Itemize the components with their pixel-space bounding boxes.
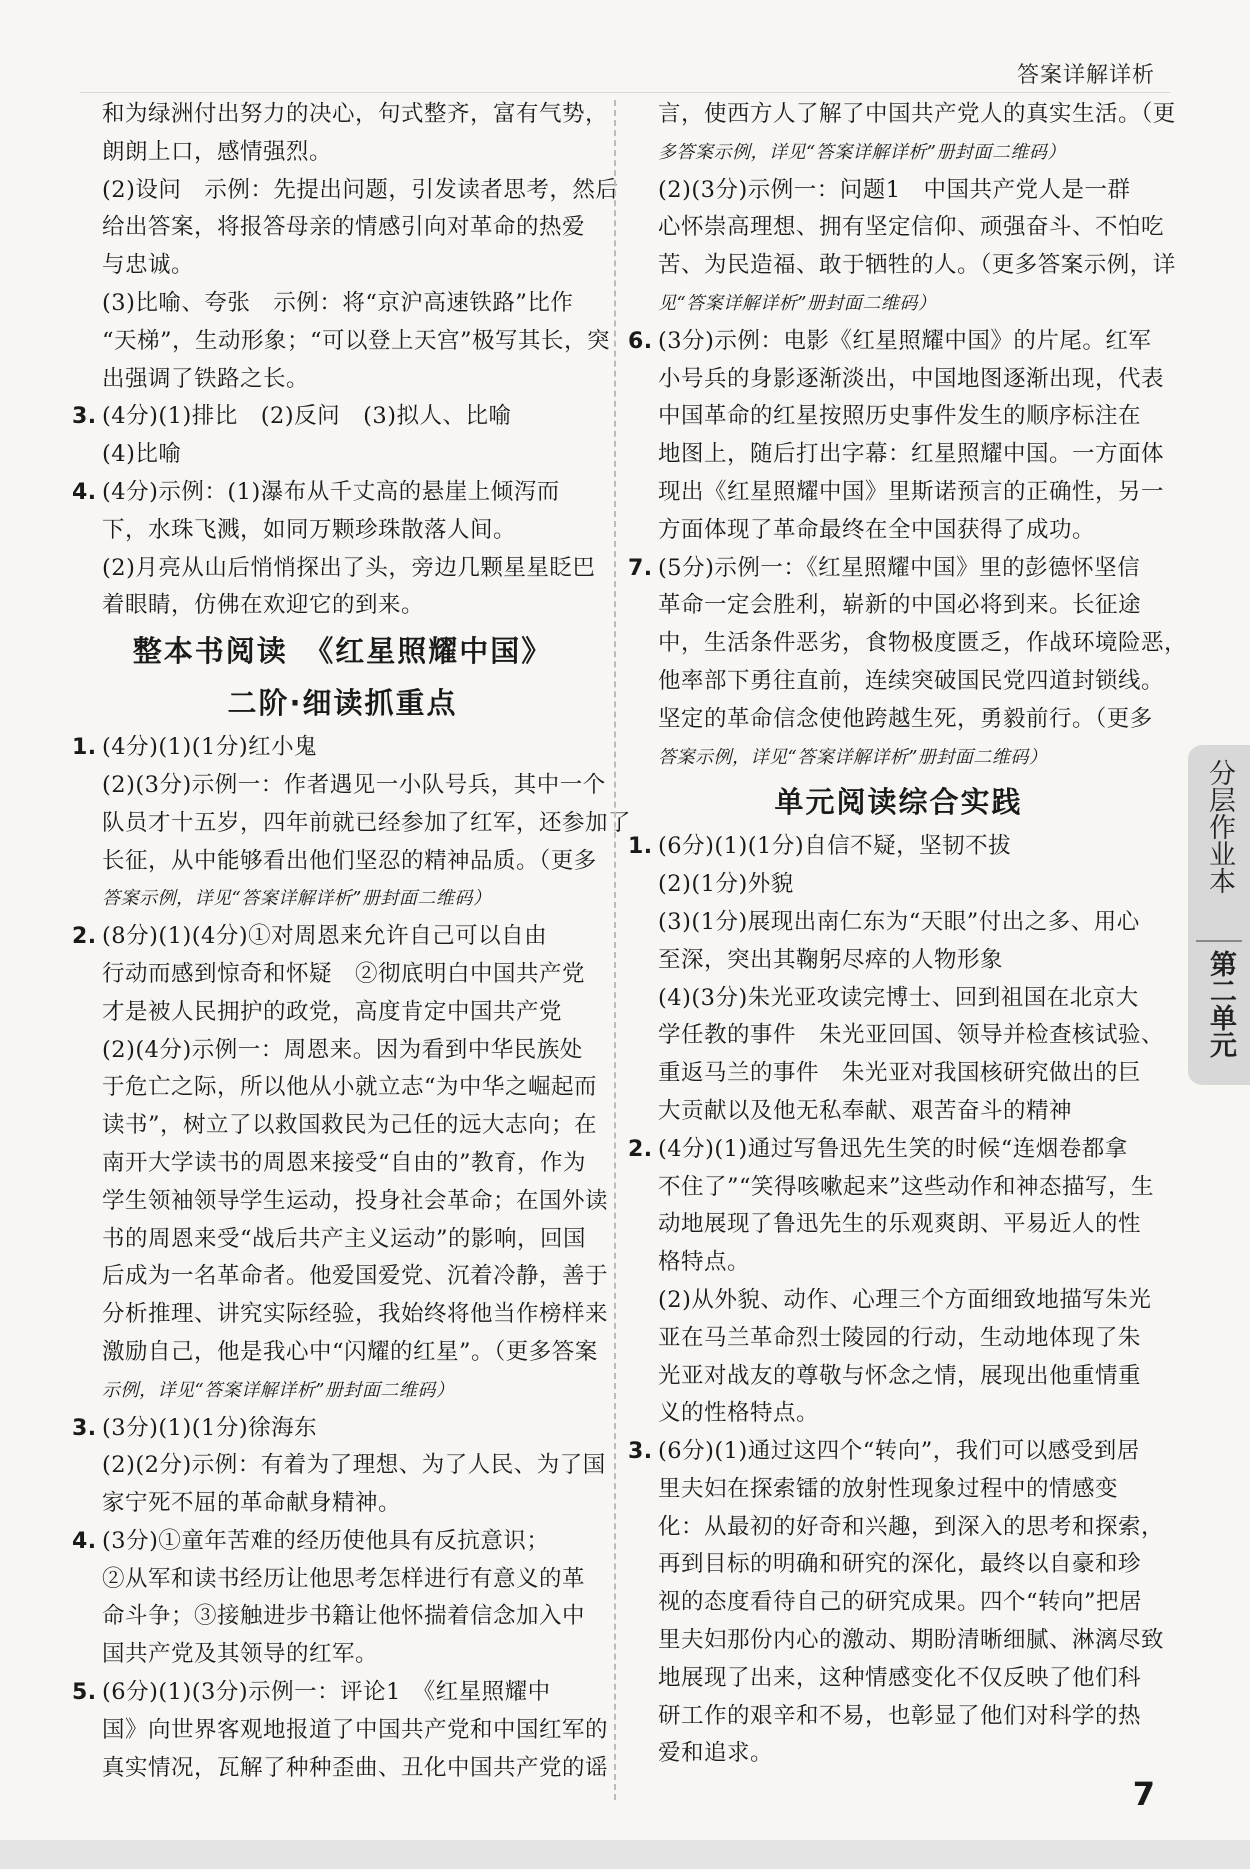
item-number: 4. bbox=[72, 1528, 97, 1554]
item-text: (4分)(1)(1分)红小鬼 bbox=[102, 734, 318, 761]
text-line: 书的周恩来受“战后共产主义运动”的影响，回国 bbox=[102, 1225, 587, 1252]
item-number: 7. bbox=[628, 555, 653, 581]
left-column bbox=[72, 96, 632, 1787]
text-line: 分析推理、讲究实际经验，我始终将他当作榜样来 bbox=[102, 1301, 609, 1328]
section-heading: 单元阅读综合实践 bbox=[774, 785, 1023, 820]
text-line: 队员才十五岁，四年前就已经参加了红军，还参加了 bbox=[102, 809, 632, 836]
note-line: 见“答案详解详析”册封面二维码） bbox=[658, 292, 937, 314]
item-number: 1. bbox=[72, 735, 97, 761]
text-line: 亚在马兰革命烈士陵园的行动，生动地体现了朱 bbox=[658, 1324, 1142, 1351]
text-line: 化：从最初的好奇和兴趣，到深入的思考和探索， bbox=[658, 1513, 1165, 1540]
text-line: 现出《红星照耀中国》里斯诺预言的正确性，另一 bbox=[658, 478, 1165, 505]
text-line: 地图上，随后打出字幕：红星照耀中国。一方面体 bbox=[658, 441, 1165, 468]
text-line: 南开大学读书的周恩来接受“自由的”教育，作为 bbox=[102, 1149, 587, 1176]
text-line: 视的态度看待自己的研究成果。四个“转向”把居 bbox=[658, 1589, 1143, 1616]
text-line: (2)月亮从山后悄悄探出了头，旁边几颗星星眨巴 bbox=[102, 554, 596, 581]
note-line: 多答案示例，详见“答案详解详析”册封面二维码） bbox=[658, 141, 1066, 163]
text-line: (2)从外貌、动作、心理三个方面细致地描写朱光 bbox=[658, 1286, 1152, 1313]
header-title: 答案详解详析 bbox=[1016, 63, 1155, 88]
text-line: (2)设问 示例：先提出问题，引发读者思考，然后 bbox=[102, 176, 619, 203]
text-line: 动地展现了鲁迅先生的乐观爽朗、平易近人的性 bbox=[658, 1211, 1142, 1238]
item-text: (8分)(1)(4分)①对周恩来允许自己可以自由 bbox=[102, 923, 548, 950]
text-line: 下，水珠飞溅，如同万颗珍珠散落人间。 bbox=[102, 516, 517, 543]
side-tab bbox=[1188, 745, 1250, 1085]
text-line: 才是被人民拥护的政党，高度肯定中国共产党 bbox=[102, 998, 563, 1025]
answer-item bbox=[628, 1433, 1161, 1471]
side-tab-label-bottom: 第二单元 bbox=[1205, 950, 1236, 1058]
text-line: 他率部下勇往直前，连续突破国民党四道封锁线。 bbox=[658, 667, 1165, 694]
note-line: 答案示例，详见“答案详解详析”册封面二维码） bbox=[102, 888, 492, 910]
answer-item bbox=[72, 1674, 605, 1712]
text-line: (2)(1分)外貌 bbox=[658, 871, 794, 898]
text-line: 和为绿洲付出努力的决心，句式整齐，富有气势， bbox=[102, 101, 609, 127]
item-text: (4分)(1)通过写鲁迅先生笑的时候“连烟卷都拿 bbox=[658, 1135, 1128, 1162]
text-line: (4)比喻 bbox=[102, 441, 182, 468]
item-text: (3分)示例：电影《红星照耀中国》的片尾。红军 bbox=[658, 327, 1152, 354]
text-line: (4)(3分)朱光亚攻读完博士、回到祖国在北京大 bbox=[658, 984, 1139, 1011]
text-line: (2)(2分)示例：有着为了理想、为了人民、为了国 bbox=[102, 1452, 606, 1479]
item-text: (6分)(1)(1分)自信不疑，坚韧不拔 bbox=[658, 833, 1012, 860]
answer-item bbox=[628, 1131, 1161, 1169]
text-line: 里夫妇那份内心的激动、期盼清晰细腻、淋漓尽致 bbox=[658, 1627, 1165, 1654]
text-line: (3)(1分)展现出南仁东为“天眼”付出之多、用心 bbox=[658, 908, 1140, 935]
text-line: 长征，从中能够看出他们坚忍的精神品质。（更多 bbox=[102, 847, 597, 874]
text-line: 于危亡之际，所以他从小就立志“为中华之崛起而 bbox=[102, 1074, 598, 1101]
text-line: 至深，突出其鞠躬尽瘁的人物形象 bbox=[658, 946, 1004, 973]
text-line: 学任教的事件 朱光亚回国、领导并检查核试验、 bbox=[658, 1022, 1165, 1049]
answer-item bbox=[72, 474, 605, 512]
text-line: 研工作的艰辛和不易，也彰显了他们对科学的热 bbox=[658, 1702, 1142, 1729]
item-number: 4. bbox=[72, 479, 97, 505]
text-line: 中国革命的红星按照历史事件发生的顺序标注在 bbox=[658, 403, 1142, 430]
text-line: 真实情况，瓦解了种种歪曲、丑化中国共产党的谣 bbox=[102, 1754, 609, 1781]
text-line: (3)比喻、夸张 示例：将“京沪高速铁路”比作 bbox=[102, 289, 574, 316]
answer-item bbox=[72, 1410, 605, 1448]
item-text: (6分)(1)通过这四个“转向”，我们可以感受到居 bbox=[658, 1438, 1140, 1465]
text-line: 家宁死不屈的革命献身精神。 bbox=[102, 1490, 402, 1517]
item-number: 1. bbox=[628, 834, 653, 860]
text-line: 心怀崇高理想、拥有坚定信仰、顽强奋斗、不怕吃 bbox=[658, 214, 1165, 241]
text-line: 国共产党及其领导的红军。 bbox=[102, 1641, 379, 1668]
answer-item bbox=[72, 729, 605, 767]
text-line: 激励自己，他是我心中“闪耀的红星”。（更多答案 bbox=[102, 1338, 598, 1365]
text-line: 言，使西方人了解了中国共产党人的真实生活。（更 bbox=[658, 101, 1176, 127]
note-line: 答案示例，详见“答案详解详析”册封面二维码） bbox=[658, 746, 1048, 768]
answer-item bbox=[628, 550, 1161, 588]
text-line: 小号兵的身影逐渐淡出，中国地图逐渐出现，代表 bbox=[658, 365, 1165, 392]
text-line: 中，生活条件恶劣，食物极度匮乏，作战环境险恶， bbox=[658, 630, 1188, 657]
side-tab-divider bbox=[1196, 940, 1242, 942]
text-line: 苦、为民造福、敢于牺牲的人。（更多答案示例，详 bbox=[658, 252, 1176, 279]
text-line: 后成为一名革命者。他爱国爱党、沉着冷静，善于 bbox=[102, 1263, 609, 1290]
text-line: “天梯”，生动形象；“可以登上天宫”极写其长，突 bbox=[102, 327, 611, 354]
answer-item bbox=[72, 398, 605, 436]
answer-item bbox=[628, 323, 1161, 361]
text-line: 义的性格特点。 bbox=[658, 1400, 820, 1427]
text-line: 不住了”“笑得咳嗽起来”这些动作和神态描写，生 bbox=[658, 1173, 1155, 1200]
item-text: (4分)示例：(1)瀑布从千丈高的悬崖上倾泻而 bbox=[102, 478, 560, 505]
text-line: ②从军和读书经历让他思考怎样进行有意义的革 bbox=[102, 1565, 586, 1592]
text-line: 朗朗上口，感情强烈。 bbox=[102, 138, 333, 165]
text-line: 与忠诚。 bbox=[102, 252, 195, 279]
page-number: 7 bbox=[1132, 1775, 1155, 1813]
item-text: (5分)示例一：《红星照耀中国》里的彭德怀坚信 bbox=[658, 554, 1141, 581]
bottom-band bbox=[0, 1840, 1250, 1869]
header-rule bbox=[80, 92, 1170, 93]
item-number: 5. bbox=[72, 1680, 97, 1706]
item-text: (4分)(1)排比 (2)反问 (3)拟人、比喻 bbox=[102, 403, 512, 430]
text-line: 方面体现了革命最终在全中国获得了成功。 bbox=[658, 516, 1096, 543]
text-line: 给出答案，将报答母亲的情感引向对革命的热爱 bbox=[102, 214, 586, 241]
item-number: 3. bbox=[72, 404, 97, 430]
item-number: 2. bbox=[72, 924, 97, 950]
text-line: 命斗争；③接触进步书籍让他怀揣着信念加入中 bbox=[102, 1603, 586, 1630]
item-text: (6分)(1)(3分)示例一：评论1 《红星照耀中 bbox=[102, 1679, 551, 1706]
text-line: 爱和追求。 bbox=[658, 1740, 774, 1767]
text-line: 着眼睛，仿佛在欢迎它的到来。 bbox=[102, 592, 425, 619]
column-divider bbox=[614, 100, 616, 1800]
section-heading: 二阶·细读抓重点 bbox=[227, 686, 458, 721]
text-line: 读书”，树立了以救国救民为己任的远大志向；在 bbox=[102, 1112, 598, 1139]
text-line: 坚定的革命信念使他跨越生死，勇毅前行。（更多 bbox=[658, 705, 1153, 732]
item-number: 6. bbox=[628, 328, 653, 354]
text-line: 行动而感到惊奇和怀疑 ②彻底明白中国共产党 bbox=[102, 960, 586, 987]
section-heading: 整本书阅读 《红星照耀中国》 bbox=[132, 634, 553, 669]
answer-item bbox=[72, 918, 605, 956]
text-line: 大贡献以及他无私奉献、艰苦奋斗的精神 bbox=[658, 1097, 1073, 1124]
text-line: 学生领袖领导学生运动，投身社会革命；在国外读 bbox=[102, 1187, 609, 1214]
item-text: (3分)(1)(1分)徐海东 bbox=[102, 1414, 318, 1441]
item-number: 3. bbox=[72, 1415, 97, 1441]
text-line: 地展现了出来，这种情感变化不仅反映了他们科 bbox=[658, 1664, 1142, 1691]
item-number: 2. bbox=[628, 1136, 653, 1162]
text-line: 里夫妇在探索镭的放射性现象过程中的情感变 bbox=[658, 1475, 1119, 1502]
text-line: 格特点。 bbox=[658, 1249, 751, 1276]
text-line: 光亚对战友的尊敬与怀念之情，展现出他重情重 bbox=[658, 1362, 1142, 1389]
item-number: 3. bbox=[628, 1439, 653, 1465]
answer-item bbox=[628, 828, 1161, 866]
text-line: (2)(3分)示例一：作者遇见一小队号兵，其中一个 bbox=[102, 771, 606, 798]
text-line: 再到目标的明确和研究的深化，最终以自豪和珍 bbox=[658, 1551, 1142, 1578]
item-text: (3分)①童年苦难的经历使他具有反抗意识； bbox=[102, 1527, 550, 1554]
note-line: 示例，详见“答案详解详析”册封面二维码） bbox=[102, 1379, 455, 1401]
text-line: (2)(3分)示例一：问题1 中国共产党人是一群 bbox=[658, 176, 1131, 203]
text-line: (2)(4分)示例一：周恩来。因为看到中华民族处 bbox=[102, 1036, 583, 1063]
side-tab-label-top: 分层作业本 bbox=[1204, 759, 1235, 894]
text-line: 重返马兰的事件 朱光亚对我国核研究做出的巨 bbox=[658, 1060, 1142, 1087]
text-line: 国》向世界客观地报道了中国共产党和中国红军的 bbox=[102, 1716, 609, 1743]
answer-item bbox=[72, 1523, 605, 1561]
text-line: 出强调了铁路之长。 bbox=[102, 365, 310, 392]
text-line: 革命一定会胜利，崭新的中国必将到来。长征途 bbox=[658, 592, 1142, 619]
right-column bbox=[628, 96, 1188, 1773]
